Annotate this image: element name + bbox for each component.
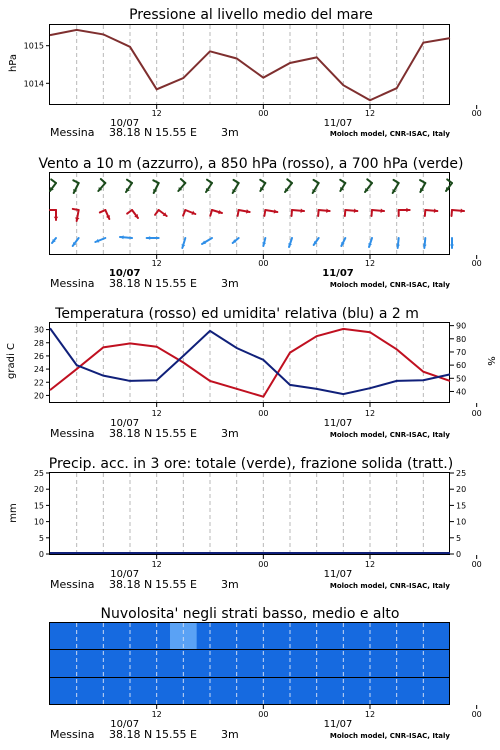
station-name: Messina bbox=[50, 126, 95, 139]
date-label: 11/07 bbox=[322, 268, 354, 279]
y-tick-label: 26 bbox=[33, 351, 44, 361]
clouds-title: Nuvolosita' negli strati basso, medio e alto bbox=[100, 606, 400, 622]
y-tick-label: 22 bbox=[33, 378, 44, 388]
date-label: 10/07 bbox=[108, 268, 141, 279]
x-tick-label: 12 bbox=[151, 259, 162, 268]
temp-rh-frame bbox=[50, 323, 450, 403]
x-tick-label: 00 bbox=[471, 109, 482, 118]
pressure-title: Pressione al livello medio del mare bbox=[129, 7, 373, 23]
pressure-grid bbox=[77, 25, 424, 104]
station-lat: 38.18 N bbox=[109, 427, 153, 440]
wind-arrowhead bbox=[450, 244, 454, 248]
wind-title: Vento a 10 m (azzurro), a 850 hPa (rosso), a 700 hPa (verde) bbox=[38, 156, 464, 172]
wind-arrowhead bbox=[461, 208, 464, 213]
model-credit: Moloch model, CNR-ISAC, Italy bbox=[329, 582, 450, 590]
temp-rh-info bbox=[50, 427, 450, 440]
y-tick-label: 1015 bbox=[23, 41, 44, 51]
x-tick-label: 12 bbox=[151, 710, 162, 719]
date-label: 10/07 bbox=[110, 569, 140, 580]
model-credit: Moloch model, CNR-ISAC, Italy bbox=[329, 130, 450, 138]
x-tick-label: 00 bbox=[258, 259, 269, 268]
y-tick-label: 50 bbox=[456, 374, 467, 384]
station-alt: 3m bbox=[221, 427, 239, 440]
date-label: 10/07 bbox=[110, 418, 140, 429]
wind-barb-feather bbox=[73, 209, 79, 210]
temp-ylabel: gradi C bbox=[6, 343, 17, 379]
wind-barb-feather bbox=[420, 180, 425, 183]
x-tick-label: 12 bbox=[364, 560, 376, 569]
y-tick-label: 0 bbox=[38, 550, 44, 559]
station-lat: 38.18 N bbox=[109, 578, 153, 591]
wind-arrowhead bbox=[406, 208, 409, 213]
pressure-ylabel: hPa bbox=[8, 53, 19, 73]
date-label: 11/07 bbox=[323, 569, 353, 580]
date-label: 11/07 bbox=[323, 719, 353, 730]
y-tick-label: 15 bbox=[456, 501, 467, 511]
station-alt: 3m bbox=[221, 277, 239, 290]
station-lon: 15.55 E bbox=[155, 427, 197, 440]
precip-panel bbox=[8, 456, 482, 591]
wind-barb-feather bbox=[127, 180, 132, 183]
station-name: Messina bbox=[50, 427, 95, 440]
station-name: Messina bbox=[50, 728, 95, 741]
x-tick-label: 12 bbox=[364, 409, 376, 418]
wind-arrowhead bbox=[54, 217, 59, 220]
wind-barb-feather bbox=[394, 180, 399, 183]
y-tick-label: 25 bbox=[456, 469, 467, 478]
wind-arrowhead bbox=[301, 208, 304, 213]
x-tick-label: 00 bbox=[258, 109, 269, 118]
precip-frame bbox=[50, 473, 450, 555]
wind-barb-feather bbox=[238, 210, 239, 216]
y-tick-label: 80 bbox=[456, 334, 467, 344]
temperature-line bbox=[50, 329, 450, 397]
temp-y-ticks bbox=[34, 326, 50, 401]
y-tick-label: 10 bbox=[33, 517, 44, 527]
y-tick-label: 20 bbox=[33, 391, 44, 401]
station-alt: 3m bbox=[221, 126, 239, 139]
y-tick-label: 40 bbox=[456, 387, 467, 397]
wind-arrowhead bbox=[434, 208, 437, 213]
model-credit: Moloch model, CNR-ISAC, Italy bbox=[329, 431, 450, 439]
temp-rh-grid bbox=[77, 323, 424, 402]
y-tick-label: 0 bbox=[456, 550, 462, 559]
y-tick-label: 5 bbox=[456, 533, 462, 543]
precip-title: Precip. acc. in 3 ore: totale (verde), frazione solida (tratt.) bbox=[48, 456, 454, 472]
station-alt: 3m bbox=[221, 728, 239, 741]
precip-ylabel: mm bbox=[8, 503, 19, 523]
y-tick-label: 10 bbox=[456, 517, 467, 527]
station-lat: 38.18 N bbox=[109, 126, 153, 139]
precip-y-ticks bbox=[34, 469, 50, 559]
y-tick-label: 70 bbox=[456, 347, 467, 357]
wind-arrowhead bbox=[326, 208, 329, 212]
humidity-line bbox=[50, 328, 450, 394]
x-tick-label: 12 bbox=[364, 109, 376, 118]
wind-barb-feather bbox=[318, 210, 319, 216]
wind-barb-feather bbox=[51, 179, 56, 183]
clouds-x-ticks bbox=[110, 705, 482, 730]
y-tick-label: 90 bbox=[456, 321, 467, 331]
precip-info bbox=[50, 578, 450, 591]
wind-info bbox=[50, 277, 450, 290]
date-label: 10/07 bbox=[110, 719, 140, 730]
x-tick-label: 12 bbox=[151, 409, 162, 418]
y-tick-label: 25 bbox=[33, 469, 44, 478]
temp-rh-panel bbox=[6, 306, 496, 440]
y-tick-label: 28 bbox=[33, 338, 44, 348]
station-lon: 15.55 E bbox=[155, 277, 197, 290]
wind-barb-feather bbox=[210, 210, 212, 216]
precip-grid bbox=[77, 473, 424, 554]
station-name: Messina bbox=[50, 277, 95, 290]
wind-barb-feather bbox=[314, 180, 319, 183]
clouds-info bbox=[50, 728, 450, 741]
pressure-y-ticks bbox=[24, 42, 50, 89]
x-tick-label: 00 bbox=[258, 409, 269, 418]
rh-ylabel: % bbox=[485, 356, 496, 366]
x-tick-label: 00 bbox=[471, 560, 482, 569]
y-tick-label: 1014 bbox=[23, 79, 44, 89]
x-tick-label: 12 bbox=[151, 109, 162, 118]
y-tick-label: 30 bbox=[33, 325, 44, 335]
date-label: 10/07 bbox=[110, 118, 140, 129]
clouds-fill bbox=[50, 623, 450, 705]
wind-barb-feather bbox=[207, 180, 212, 183]
wind-barb-feather bbox=[100, 210, 105, 212]
station-lon: 15.55 E bbox=[155, 126, 197, 139]
x-tick-label: 00 bbox=[471, 259, 482, 268]
precip-x-ticks bbox=[110, 555, 482, 580]
y-tick-label: 20 bbox=[456, 485, 467, 495]
temp-rh-title: Temperatura (rosso) ed umidita' relativa (blu) a 2 m bbox=[55, 306, 419, 322]
pressure-panel bbox=[8, 7, 482, 139]
wind-barb-feather bbox=[264, 210, 265, 216]
y-tick-label: 20 bbox=[33, 485, 44, 495]
x-tick-label: 12 bbox=[151, 560, 162, 569]
rh-y-ticks bbox=[450, 322, 466, 397]
date-label: 11/07 bbox=[323, 118, 353, 129]
station-name: Messina bbox=[50, 578, 95, 591]
wind-arrowhead bbox=[120, 235, 124, 239]
pressure-line bbox=[50, 30, 450, 100]
model-credit: Moloch model, CNR-ISAC, Italy bbox=[329, 732, 450, 740]
x-tick-label: 12 bbox=[364, 710, 376, 719]
station-alt: 3m bbox=[221, 578, 239, 591]
x-tick-label: 00 bbox=[258, 560, 269, 569]
y-tick-label: 5 bbox=[38, 533, 44, 543]
x-tick-label: 00 bbox=[471, 409, 482, 418]
wind-barb-feather bbox=[260, 180, 265, 183]
temp-rh-x-ticks bbox=[110, 403, 482, 429]
wind-barb-feather bbox=[73, 180, 78, 183]
wind-barb-feather bbox=[153, 180, 158, 183]
x-tick-label: 00 bbox=[258, 710, 269, 719]
y-tick-label: 24 bbox=[33, 365, 44, 375]
station-lat: 38.18 N bbox=[109, 728, 153, 741]
x-tick-label: 12 bbox=[364, 259, 376, 268]
station-lon: 15.55 E bbox=[155, 728, 197, 741]
wind-x-ticks bbox=[109, 255, 482, 279]
wind-arrowhead bbox=[354, 208, 357, 213]
station-lat: 38.18 N bbox=[109, 277, 153, 290]
precip-y-ticks-right bbox=[450, 469, 466, 559]
date-label: 11/07 bbox=[323, 418, 353, 429]
wind-arrowhead bbox=[381, 208, 384, 213]
y-tick-label: 60 bbox=[456, 361, 467, 371]
wind-barb-feather bbox=[234, 180, 239, 183]
wind-frame bbox=[50, 173, 450, 255]
wind-panel bbox=[38, 156, 481, 290]
pressure-info bbox=[50, 126, 450, 139]
wind-barbs bbox=[50, 179, 464, 248]
wind-barb-feather bbox=[340, 180, 345, 183]
model-credit: Moloch model, CNR-ISAC, Italy bbox=[329, 281, 450, 289]
wind-arrowhead bbox=[147, 236, 151, 240]
clouds-panel bbox=[50, 606, 482, 741]
station-lon: 15.55 E bbox=[155, 578, 197, 591]
x-tick-label: 00 bbox=[471, 710, 482, 719]
y-tick-label: 15 bbox=[33, 501, 44, 511]
